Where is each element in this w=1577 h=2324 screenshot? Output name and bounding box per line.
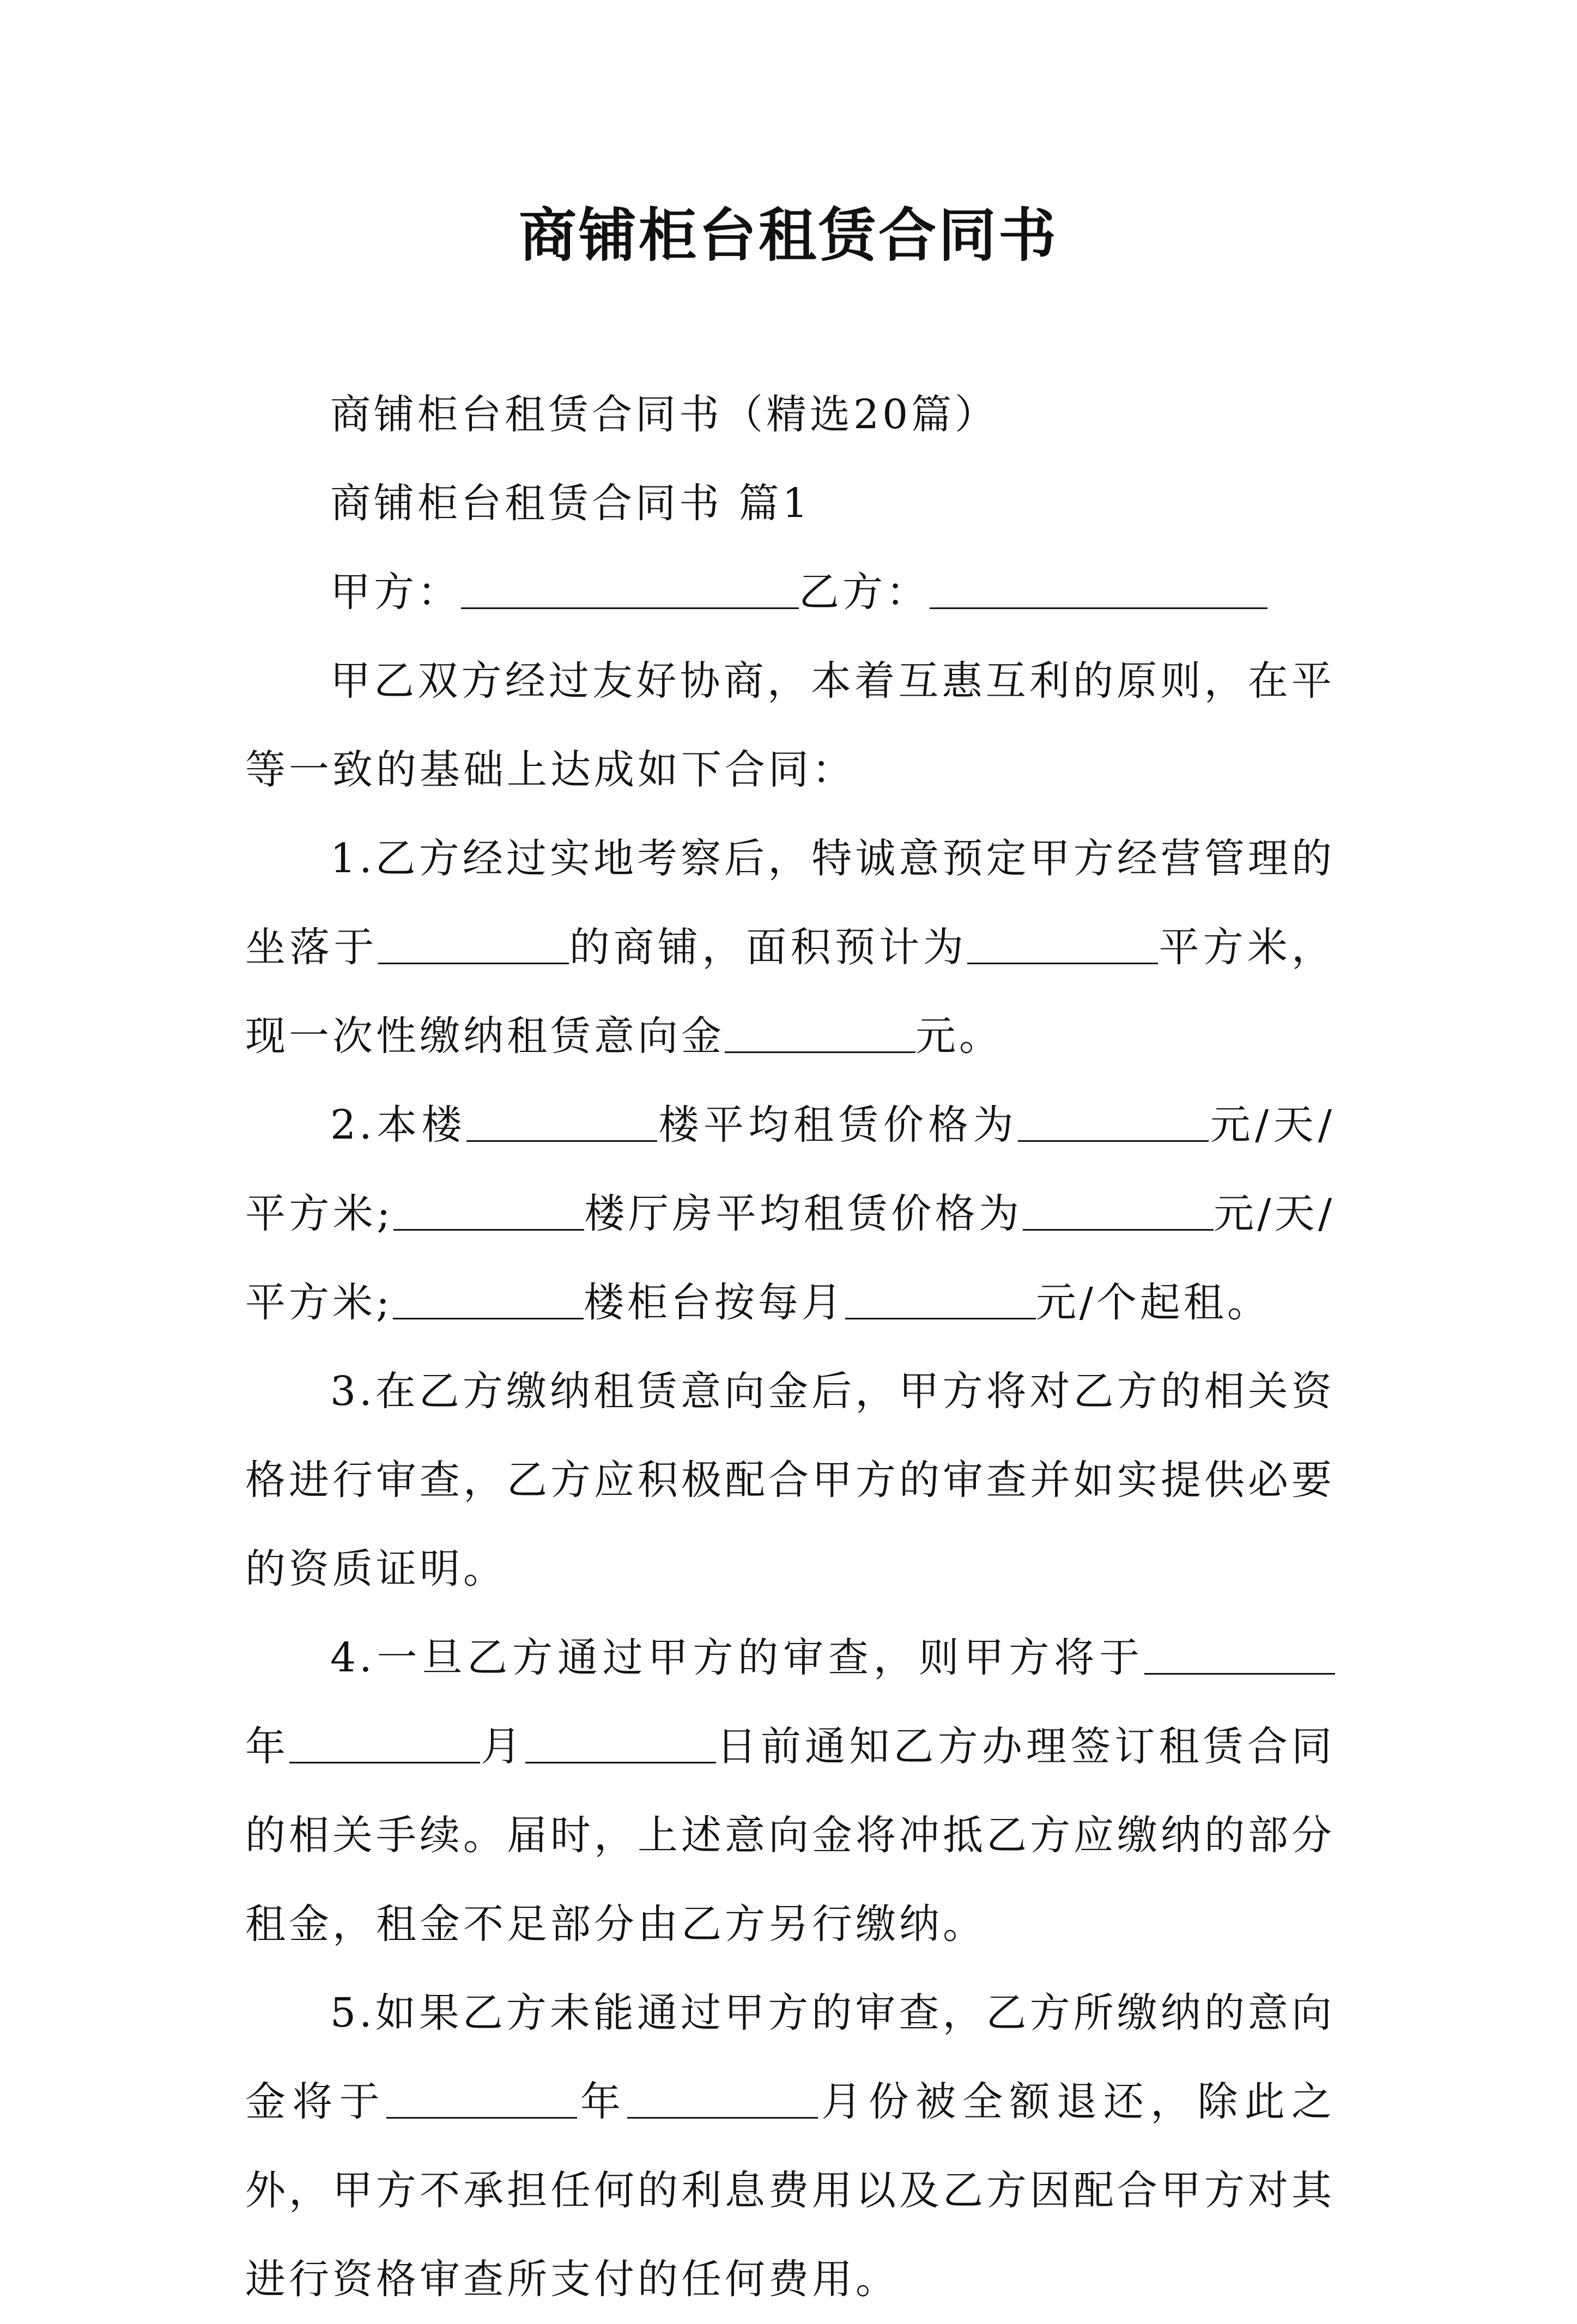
clause-1-text: 1.乙方经过实地考察后，特诚意预定甲方经营管理的坐落于	[245, 835, 1335, 971]
price-blank	[845, 1280, 1036, 1319]
intro-paragraph: 甲乙双方经过友好协商，本着互惠互利的原则，在平等一致的基础上达成如下合同：	[245, 658, 1335, 793]
clause-2-text: 楼平均租赁价格为	[657, 1102, 1018, 1148]
clause-5-text: 月份被全额退还，除此之外，甲方不承担任何的利息费用以及乙方因配合甲方对其进行资格审查所支付的任何费用。	[245, 2078, 1335, 2303]
clause-4-text: 日前通知乙方办理签订租赁合同的相关手续。届时，上述意向金将冲抵乙方应缴纳的部分租金，租金不足部分由乙方另行缴纳。	[245, 1723, 1336, 1948]
clause-1-text: 元。	[915, 1013, 1003, 1060]
clause-2-text: 元/天/平方米;	[245, 1190, 1336, 1326]
clause-2	[245, 1081, 1335, 1347]
price-blank	[1023, 1191, 1214, 1231]
section-heading: 商铺柜台租赁合同书 篇1	[330, 480, 811, 527]
clause-2-text: 楼厅房平均租赁价格为	[584, 1190, 1023, 1237]
year-blank	[386, 2079, 577, 2119]
clause-5	[245, 1969, 1335, 2324]
document-subtitle: 商铺柜台租赁合同书（精选20篇）	[330, 391, 999, 438]
clause-1	[245, 814, 1335, 1081]
parties-line	[245, 548, 1335, 637]
party-b-blank	[930, 569, 1267, 609]
day-blank	[525, 1724, 716, 1763]
month-blank	[627, 2079, 818, 2119]
clause-2-text: 2.本楼	[330, 1102, 467, 1148]
year-blank	[1144, 1635, 1335, 1675]
document-title: 商铺柜台租赁合同书	[519, 201, 1058, 269]
month-blank	[289, 1724, 480, 1763]
clause-1-text: 平方米，现一次性缴纳租赁意向金	[245, 924, 1336, 1060]
clause-4-text: 4.一旦乙方通过甲方的审查，则甲方将于	[330, 1634, 1144, 1681]
deposit-blank	[725, 1013, 915, 1053]
party-b-label: 乙方：	[799, 569, 930, 616]
price-blank	[1018, 1102, 1209, 1142]
clause-2-text: 元/个起租。	[1035, 1279, 1271, 1326]
clause-2-text: 元/天/平方米;	[245, 1102, 1335, 1237]
party-a-blank	[461, 569, 799, 609]
area-blank	[967, 924, 1158, 964]
clause-5-text: 5.如果乙方未能通过甲方的审查，乙方所缴纳的意向金将于	[245, 1990, 1335, 2125]
clause-1-text: 的商铺，面积预计为	[568, 924, 968, 971]
location-blank	[378, 924, 569, 964]
clause-3: 3.在乙方缴纳租赁意向金后，甲方将对乙方的相关资格进行审查，乙方应积极配合甲方的审查并如实提供必要的资质证明。	[245, 1368, 1335, 1592]
floor-blank	[393, 1280, 584, 1319]
floor-blank	[466, 1102, 657, 1142]
clause-4	[245, 1614, 1335, 1969]
party-a-label: 甲方：	[330, 569, 461, 616]
clause-4-text: 年	[245, 1723, 290, 1770]
clause-2-text: 楼柜台按每月	[583, 1279, 845, 1326]
clause-5-text: 年	[577, 2078, 628, 2125]
document-body	[245, 370, 1335, 2324]
clause-4-text: 月	[480, 1723, 525, 1770]
floor-blank	[393, 1191, 584, 1231]
